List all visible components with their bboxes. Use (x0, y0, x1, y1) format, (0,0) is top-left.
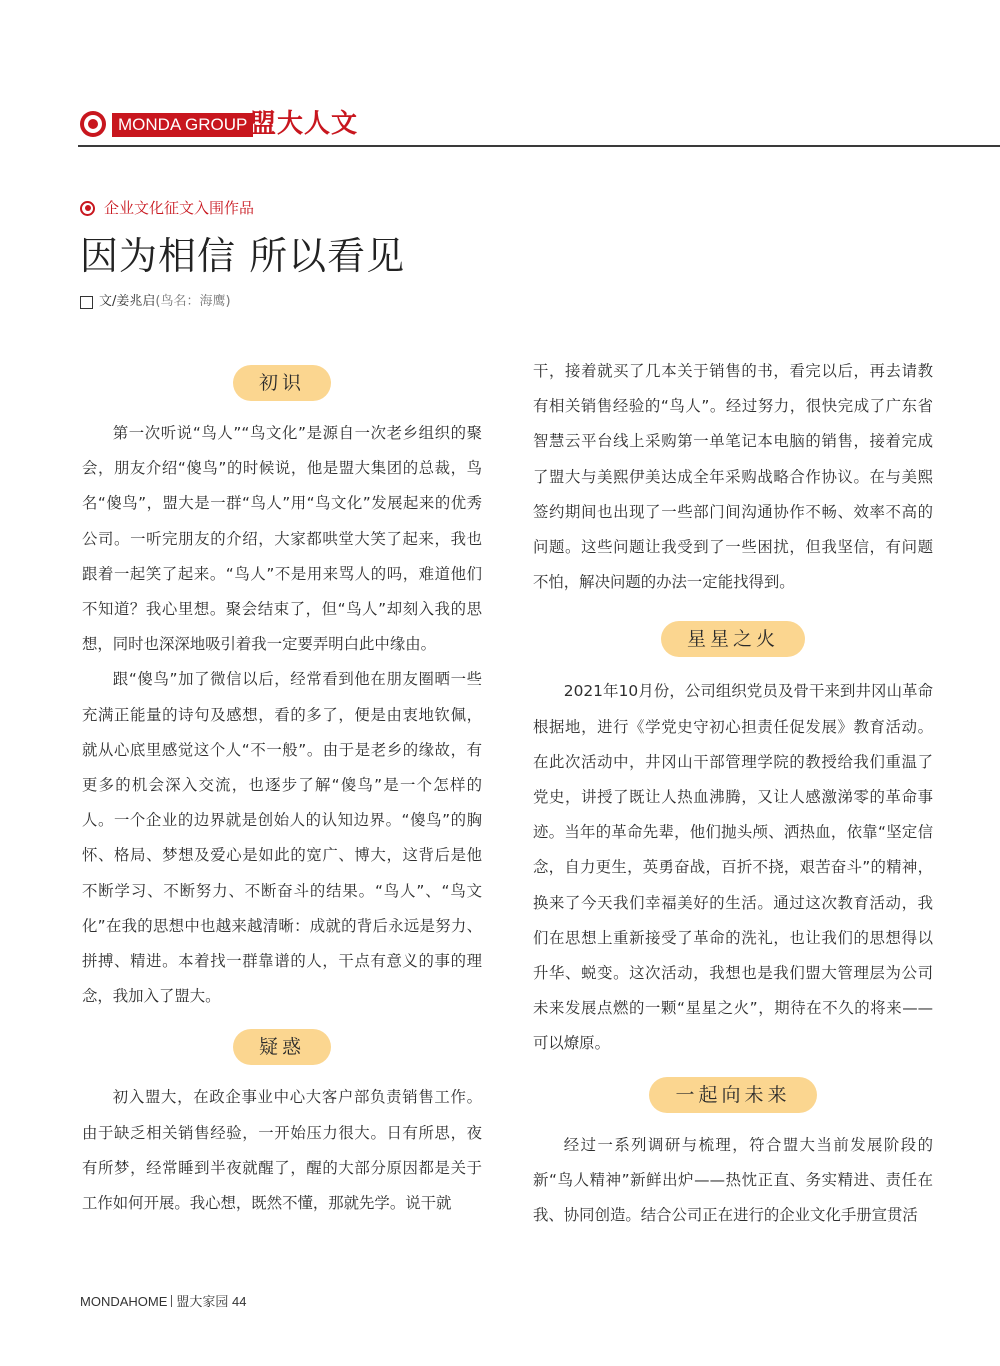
paragraph: 2021年10月份，公司组织党员及骨干来到井冈山革命根据地，进行《学党史守初心担责任促发展》教育活动。在此次活动中，井冈山干部管理学院的教授给我们重温了党史，讲授了既让人热血沸腾，又让人感激涕零的革命事迹。当年的革命先辈，他们抛头颅、洒热血，依靠“坚定信念，自力更生，英勇奋战，百折不挠，艰苦奋斗”的精神，换来了今天我们幸福美好的生活。通过这次教育活动，我们在思想上重新接受了革命的洗礼，也让我们的思想得以升华、蜕变。这次活动，我想也是我们盟大管理层为公司未来发展点燃的一颗“星星之火”，期待在不久的将来——可以燎原。 (533, 682, 933, 1053)
kicker-text: 企业文化征文入围作品 (104, 199, 255, 217)
magazine-name-en: MONDAHOME (80, 1294, 168, 1309)
paragraph: 跟“傻鸟”加了微信以后，经常看到他在朋友圈晒一些充满正能量的诗句及感想，看的多了，便是由衷地钦佩，就从心底里感觉这个人“不一般”。由于是老乡的缘故，有更多的机会深入交流，也逐步了解“傻鸟”是一个怎样的人。一个企业的边界就是创始人的认知边界。“傻鸟”的胸怀、格局、梦想及爱心是如此的宽广、博大，这背后是他不断学习、不断努力、不断奋斗的结果。“鸟人”、“鸟文化”在我的思想中也越来越清晰：成就的背后永远是努力、拼搏、精进。本着找一群靠谱的人，干点有意义的事的理念，我加入了盟大。 (82, 670, 482, 1006)
paragraph: 初入盟大，在政企事业中心大客户部负责销售工作。由于缺乏相关销售经验，一开始压力很大。日有所思，夜有所梦，经常睡到半夜就醒了，醒的大部分原因都是关于工作如何开展。我心想，既然不懂，那就先学。说干就 (82, 1088, 482, 1213)
article-title: 因为相信 所以看见 (80, 234, 406, 278)
section-heading: 一起向未来 (649, 1077, 816, 1113)
target-bullet-icon (80, 201, 95, 216)
paragraph: 第一次听说“鸟人”“鸟文化”是源自一次老乡组织的聚会，朋友介绍“傻鸟”的时候说，他是盟大集团的总裁，鸟名“傻鸟”，盟大是一群“鸟人”用“鸟文化”发展起来的优秀公司。一听完朋友的介绍，大家都哄堂大笑了起来，我也跟着一起笑了起来。“鸟人”不是用来骂人的吗，难道他们不知道？我心里想。聚会结束了，但“鸟人”却刻入我的思想，同时也深深地吸引着我一定要弄明白此中缘由。 (82, 424, 482, 654)
article-byline (80, 292, 231, 312)
byline-author: 文/姜兆启 (99, 294, 156, 309)
monda-logo-icon (80, 111, 106, 137)
section-heading-wrap (533, 618, 933, 660)
right-column (533, 354, 933, 1233)
page-number: 44 (232, 1294, 247, 1309)
page-footer (80, 1293, 247, 1311)
brand-en-label: MONDA GROUP (112, 113, 253, 137)
article-kicker (80, 197, 254, 219)
section-heading: 星星之火 (661, 621, 805, 657)
section-heading: 疑惑 (233, 1029, 331, 1065)
paragraph: 经过一系列调研与梳理，符合盟大当前发展阶段的新“鸟人精神”新鲜出炉——热忱正直、务实精进、责任在我、协同创造。结合公司正在进行的企业文化手册宣贯活 (533, 1135, 933, 1225)
section-heading: 初识 (233, 365, 331, 401)
header-divider (78, 145, 1000, 147)
left-column (82, 362, 482, 1221)
brand-cn-label: 盟大人文 (250, 109, 359, 139)
paragraph: 干，接着就买了几本关于销售的书，看完以后，再去请教有相关销售经验的“鸟人”。经过努力，很快完成了广东省智慧云平台线上采购第一单笔记本电脑的销售，接着完成了盟大与美熙伊美达成全年采购战略合作协议。在与美熙签约期间也出现了一些部门间沟通协作不畅、效率不高的问题。这些问题让我受到了一些困扰，但我坚信，有问题不怕，解决问题的办法一定能找得到。 (533, 362, 933, 592)
byline-note: (鸟名：海鹰) (155, 294, 231, 309)
section-heading-wrap (82, 1026, 482, 1068)
section-heading-wrap (533, 1074, 933, 1116)
section-heading-wrap (82, 362, 482, 404)
square-bullet-icon (80, 296, 93, 309)
footer-separator (171, 1295, 172, 1307)
page-header (78, 108, 1000, 146)
magazine-name-cn: 盟大家园 (176, 1294, 229, 1309)
